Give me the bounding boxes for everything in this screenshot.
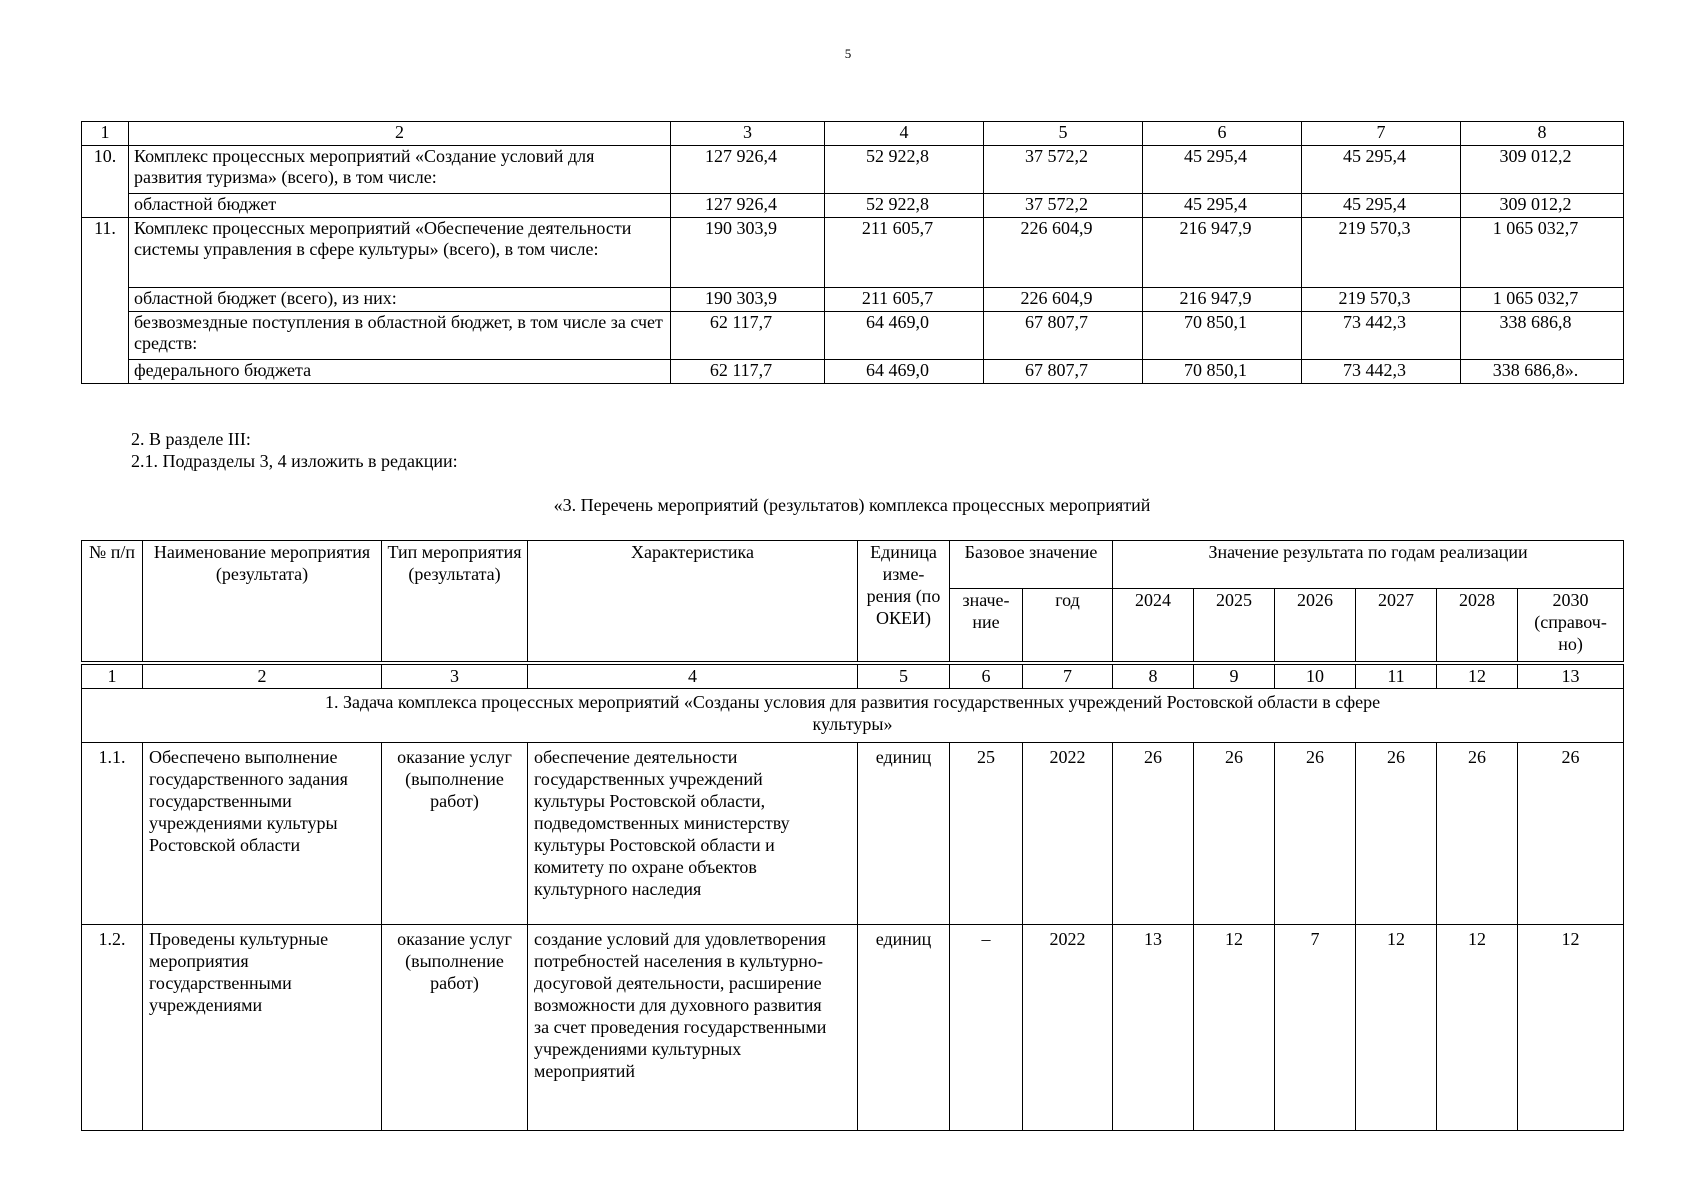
col-header: 3 bbox=[671, 122, 825, 146]
year-value: 26 bbox=[1437, 743, 1518, 925]
base-value: 25 bbox=[950, 743, 1023, 925]
value-cell: 62 117,7 bbox=[671, 360, 825, 384]
header-base-year: год bbox=[1023, 589, 1113, 663]
table-row bbox=[82, 312, 1624, 360]
table-header-row bbox=[82, 541, 1624, 589]
col-number: 11 bbox=[1356, 663, 1437, 689]
measure-characteristic: обеспечение деятельности государственных учреждений культуры Ростовской области, подведомственных министерству культуры Ростовской области и комитету по охране объектов культурного наследия bbox=[528, 743, 858, 925]
header-characteristic: Характеристика bbox=[528, 541, 858, 663]
col-number: 13 bbox=[1518, 663, 1624, 689]
col-header: 4 bbox=[825, 122, 984, 146]
paragraph-section-ref: 2. В разделе III: bbox=[131, 429, 251, 449]
year-value: 26 bbox=[1194, 743, 1275, 925]
value-cell: 190 303,9 bbox=[671, 288, 825, 312]
value-cell: 1 065 032,7 bbox=[1461, 288, 1624, 312]
value-cell: 226 604,9 bbox=[984, 218, 1143, 288]
value-cell: 211 605,7 bbox=[825, 288, 984, 312]
base-year: 2022 bbox=[1023, 925, 1113, 1131]
value-cell: 127 926,4 bbox=[671, 146, 825, 194]
base-value: – bbox=[950, 925, 1023, 1131]
header-name: Наименование мероприятия (результата) bbox=[143, 541, 382, 663]
task-title: 1. Задача комплекса процессных мероприятий «Созданы условия для развития государственных учреждений Ростовской области в сфере культуры» bbox=[82, 689, 1624, 743]
value-cell: 219 570,3 bbox=[1302, 288, 1461, 312]
row-number: 10. bbox=[82, 146, 129, 218]
value-cell: 67 807,7 bbox=[984, 360, 1143, 384]
value-cell: 70 850,1 bbox=[1143, 360, 1302, 384]
value-cell: 73 442,3 bbox=[1302, 312, 1461, 360]
value-cell: 226 604,9 bbox=[984, 288, 1143, 312]
table-row bbox=[82, 288, 1624, 312]
table-header-row bbox=[82, 122, 1624, 146]
table-row bbox=[82, 218, 1624, 288]
value-cell: 127 926,4 bbox=[671, 194, 825, 218]
header-year: 2030 (справоч- но) bbox=[1518, 589, 1624, 663]
value-cell: 70 850,1 bbox=[1143, 312, 1302, 360]
value-cell: 219 570,3 bbox=[1302, 218, 1461, 288]
value-cell: 216 947,9 bbox=[1143, 218, 1302, 288]
col-header: 7 bbox=[1302, 122, 1461, 146]
row-label: федерального бюджета bbox=[129, 360, 671, 384]
col-number: 2 bbox=[143, 663, 382, 689]
measure-unit: единиц bbox=[858, 925, 950, 1131]
value-cell: 67 807,7 bbox=[984, 312, 1143, 360]
col-number: 4 bbox=[528, 663, 858, 689]
value-cell: 216 947,9 bbox=[1143, 288, 1302, 312]
table-row bbox=[82, 146, 1624, 194]
value-cell: 37 572,2 bbox=[984, 146, 1143, 194]
value-cell: 37 572,2 bbox=[984, 194, 1143, 218]
paragraph-edit-instruction: 2.1. Подразделы 3, 4 изложить в редакции: bbox=[131, 451, 458, 471]
header-year: 2026 bbox=[1275, 589, 1356, 663]
col-number: 10 bbox=[1275, 663, 1356, 689]
value-cell: 338 686,8 bbox=[1461, 312, 1624, 360]
value-cell: 45 295,4 bbox=[1143, 146, 1302, 194]
header-year: 2028 bbox=[1437, 589, 1518, 663]
header-year: 2024 bbox=[1113, 589, 1194, 663]
year-value: 7 bbox=[1275, 925, 1356, 1131]
col-header: 1 bbox=[82, 122, 129, 146]
page-number: 5 bbox=[844, 46, 852, 61]
measure-characteristic: создание условий для удовлетворения потребностей населения в культурно-досуговой деятельности, расширение возможности для духовного развития за счет проведения государственными учреждениями культурных мероприятий bbox=[528, 925, 858, 1131]
value-cell: 64 469,0 bbox=[825, 312, 984, 360]
row-label: областной бюджет (всего), из них: bbox=[129, 288, 671, 312]
value-cell: 45 295,4 bbox=[1302, 194, 1461, 218]
value-cell: 211 605,7 bbox=[825, 218, 984, 288]
value-cell: 190 303,9 bbox=[671, 218, 825, 288]
measure-name: Проведены культурные мероприятия государственными учреждениями bbox=[143, 925, 382, 1131]
year-value: 12 bbox=[1356, 925, 1437, 1131]
col-number: 12 bbox=[1437, 663, 1518, 689]
header-type: Тип мероприятия (результата) bbox=[382, 541, 528, 663]
col-number: 7 bbox=[1023, 663, 1113, 689]
header-base-value: значе- ние bbox=[950, 589, 1023, 663]
col-number: 9 bbox=[1194, 663, 1275, 689]
header-year: 2025 bbox=[1194, 589, 1275, 663]
year-value: 13 bbox=[1113, 925, 1194, 1131]
header-unit: Единица изме- рения (по ОКЕИ) bbox=[858, 541, 950, 663]
year-value: 26 bbox=[1275, 743, 1356, 925]
value-cell: 309 012,2 bbox=[1461, 146, 1624, 194]
section-title: «3. Перечень мероприятий (результатов) комплекса процессных мероприятий bbox=[553, 495, 1151, 515]
header-year: 2027 bbox=[1356, 589, 1437, 663]
financing-table bbox=[81, 121, 1624, 384]
col-number: 6 bbox=[950, 663, 1023, 689]
value-cell: 1 065 032,7 bbox=[1461, 218, 1624, 288]
measure-name: Обеспечено выполнение государственного задания государственными учреждениями культуры Ростовской области bbox=[143, 743, 382, 925]
value-cell: 73 442,3 bbox=[1302, 360, 1461, 384]
year-value: 26 bbox=[1113, 743, 1194, 925]
col-header: 8 bbox=[1461, 122, 1624, 146]
value-cell: 338 686,8». bbox=[1461, 360, 1624, 384]
col-number: 3 bbox=[382, 663, 528, 689]
value-cell: 62 117,7 bbox=[671, 312, 825, 360]
header-base: Базовое значение bbox=[950, 541, 1113, 589]
value-cell: 64 469,0 bbox=[825, 360, 984, 384]
row-label: Комплекс процессных мероприятий «Обеспечение деятельности системы управления в сфере культуры» (всего), в том числе: bbox=[129, 218, 671, 288]
year-value: 26 bbox=[1356, 743, 1437, 925]
value-cell: 45 295,4 bbox=[1302, 146, 1461, 194]
measure-type: оказание услуг (выполнение работ) bbox=[382, 925, 528, 1131]
measure-unit: единиц bbox=[858, 743, 950, 925]
table-row bbox=[82, 360, 1624, 384]
col-header: 5 bbox=[984, 122, 1143, 146]
row-label: безвозмездные поступления в областной бюджет, в том числе за счет средств: bbox=[129, 312, 671, 360]
row-number: 1.2. bbox=[82, 925, 143, 1131]
value-cell: 45 295,4 bbox=[1143, 194, 1302, 218]
year-value: 12 bbox=[1437, 925, 1518, 1131]
col-header: 2 bbox=[129, 122, 671, 146]
year-value: 12 bbox=[1518, 925, 1624, 1131]
year-value: 12 bbox=[1194, 925, 1275, 1131]
base-year: 2022 bbox=[1023, 743, 1113, 925]
row-number: 11. bbox=[82, 218, 129, 384]
col-number: 1 bbox=[82, 663, 143, 689]
year-value: 26 bbox=[1518, 743, 1624, 925]
header-result: Значение результата по годам реализации bbox=[1113, 541, 1624, 589]
row-label: областной бюджет bbox=[129, 194, 671, 218]
header-num: № п/п bbox=[82, 541, 143, 663]
table-row bbox=[82, 925, 1624, 1131]
row-number: 1.1. bbox=[82, 743, 143, 925]
col-header: 6 bbox=[1143, 122, 1302, 146]
task-row bbox=[82, 689, 1624, 743]
value-cell: 52 922,8 bbox=[825, 194, 984, 218]
col-number: 5 bbox=[858, 663, 950, 689]
measures-table bbox=[81, 540, 1624, 1131]
column-number-row bbox=[82, 663, 1624, 689]
table-row bbox=[82, 743, 1624, 925]
row-label: Комплекс процессных мероприятий «Создание условий для развития туризма» (всего), в том числе: bbox=[129, 146, 671, 194]
value-cell: 52 922,8 bbox=[825, 146, 984, 194]
value-cell: 309 012,2 bbox=[1461, 194, 1624, 218]
col-number: 8 bbox=[1113, 663, 1194, 689]
table-row bbox=[82, 194, 1624, 218]
measure-type: оказание услуг (выполнение работ) bbox=[382, 743, 528, 925]
